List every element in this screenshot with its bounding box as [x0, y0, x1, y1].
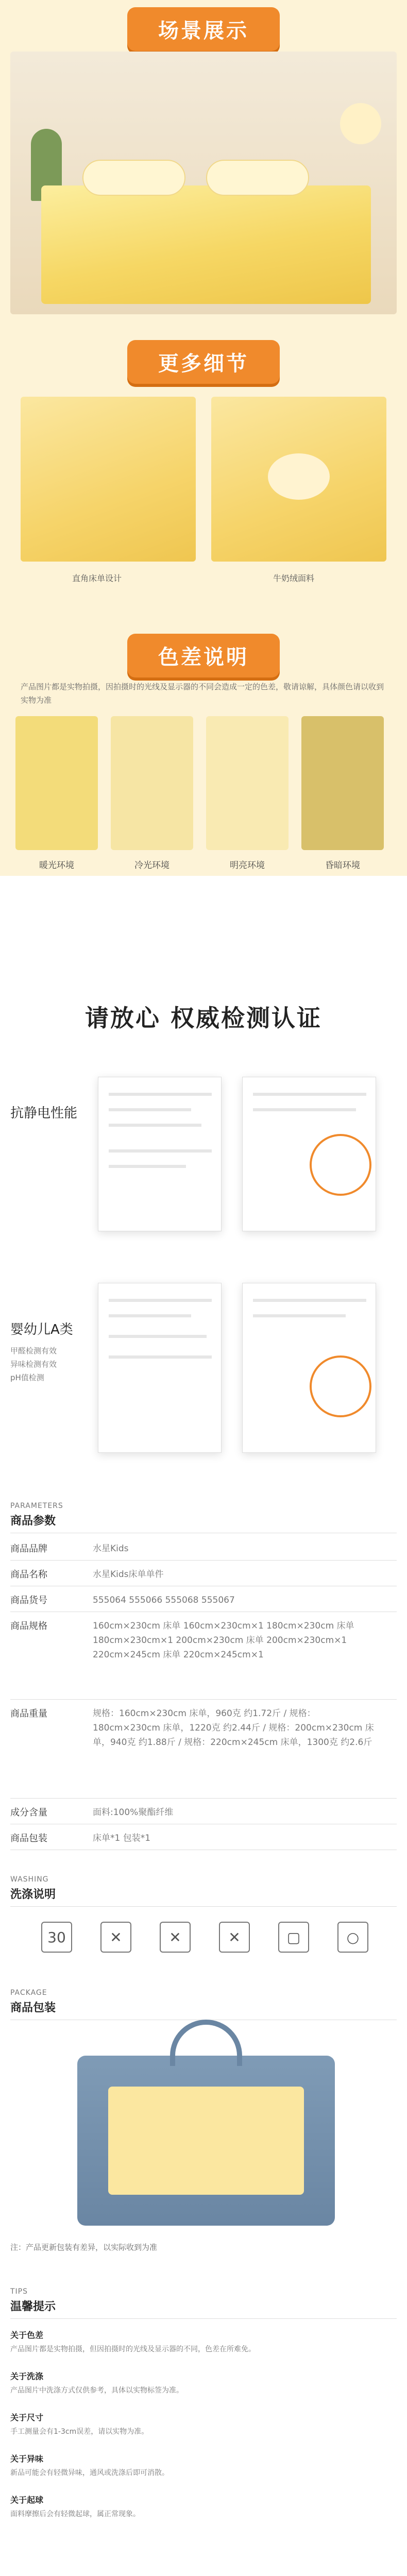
- tip-heading: 关于洗涤: [10, 2371, 44, 2381]
- pack-en: PACKAGE: [10, 1989, 47, 1997]
- report-doc: [98, 1077, 222, 1231]
- report-title: 请放心 权威检测认证: [84, 1004, 322, 1032]
- bag-handle: [170, 2020, 242, 2066]
- param-value: 面料:100%聚酯纤维: [93, 1807, 174, 1818]
- details-section: [0, 319, 407, 618]
- no-bleach-icon: ✕: [100, 1922, 131, 1953]
- env-label: 明亮环境: [230, 860, 265, 871]
- scene-photo: [10, 52, 397, 314]
- env-label: 冷光环境: [134, 860, 169, 871]
- tip-heading: 关于尺寸: [10, 2413, 44, 2422]
- no-tumble-icon: ✕: [160, 1922, 191, 1953]
- wash-title: 洗涤说明: [10, 1888, 56, 1901]
- detail-caption: 牛奶绒面料: [273, 573, 315, 583]
- param-key: 商品货号: [10, 1595, 47, 1606]
- hang-dry-icon: ▢: [278, 1922, 309, 1953]
- cow-pattern-icon: [268, 453, 330, 500]
- report-doc: [98, 1283, 222, 1453]
- param-value: 规格：160cm×230cm 床单，960克 约1.72斤 / 规格：180cm×230cm 床单，1220克 约2.44斤 / 规格：200cm×230cm 床单，940克 约1.88斤 / 规格：220cm×245cm 床单，1300克 约2.6斤: [93, 1708, 374, 1748]
- stamp-icon: [310, 1355, 371, 1417]
- tip-text: 面料摩擦后会有轻微起球，属正常现象。: [10, 2510, 140, 2518]
- param-key: 商品品牌: [10, 1544, 47, 1554]
- env-photo: [206, 716, 289, 850]
- tips-title: 温馨提示: [10, 2300, 56, 2313]
- report-line: pH值检测: [10, 1373, 44, 1382]
- param-key: 商品重量: [10, 1708, 47, 1719]
- tip-heading: 关于色差: [10, 2330, 44, 2340]
- param-value: 床单*1 包装*1: [93, 1833, 151, 1843]
- report-doc: [242, 1077, 376, 1231]
- detail-photo-corner: [21, 397, 196, 562]
- report-item-title: 抗静电性能: [10, 1106, 78, 1121]
- package-note: 注：产品更新包装有差异，以实际收到为准: [10, 2243, 158, 2252]
- tip-heading: 关于起球: [10, 2495, 44, 2505]
- detail-caption: 直角床单设计: [72, 573, 122, 583]
- scene-title: 场景展示: [127, 7, 280, 51]
- pillow: [206, 160, 309, 196]
- color-note: 产品图片都是实物拍摄，因拍摄时的光线及显示器的不同会造成一定的色差，敬请谅解，具体颜色请以收到实物为准: [21, 682, 384, 705]
- pillow: [82, 160, 185, 196]
- report-item-title: 婴幼儿A类: [10, 1322, 73, 1337]
- param-key: 商品包装: [10, 1833, 47, 1844]
- params-title: 商品参数: [10, 1515, 56, 1528]
- params-en: PARAMETERS: [10, 1502, 63, 1510]
- package-bag: [77, 2056, 335, 2226]
- wash-en: WASHING: [10, 1875, 49, 1884]
- param-value: 160cm×230cm 床单 160cm×230cm×1 180cm×230cm 床单 180cm×230cm×1 200cm×230cm 床单 200cm×230cm×1 220cm×245cm 床单 220cm×245cm×1: [93, 1621, 354, 1660]
- tip-text: 产品图片中洗涤方式仅供参考，具体以实物标签为准。: [10, 2386, 183, 2395]
- tip-text: 新品可能会有轻微异味，通风或洗涤后即可消散。: [10, 2469, 169, 2477]
- param-key: 成分含量: [10, 1807, 47, 1818]
- env-photo: [15, 716, 98, 850]
- report-doc: [242, 1283, 376, 1453]
- stamp-icon: [310, 1134, 371, 1196]
- tips-en: TIPS: [10, 2287, 28, 2296]
- tip-text: 产品图片都是实物拍摄，但因拍摄时的光线及显示器的不同，色差在所难免。: [10, 2345, 256, 2353]
- pack-title: 商品包装: [10, 2002, 56, 2014]
- param-key: 商品名称: [10, 1569, 47, 1580]
- wash-30-icon: 30: [41, 1922, 72, 1953]
- detail-photo-fabric: [211, 397, 386, 562]
- no-iron-icon: ✕: [219, 1922, 250, 1953]
- bed-sheet: [41, 185, 371, 304]
- param-value: 555064 555066 555068 555067: [93, 1595, 235, 1605]
- color-section: [0, 618, 407, 876]
- param-value: 水星Kids床单单件: [93, 1569, 164, 1580]
- color-title: 色差说明: [127, 634, 280, 677]
- env-photo: [301, 716, 384, 850]
- bag-window: [108, 2087, 304, 2195]
- param-key: 商品规格: [10, 1621, 47, 1632]
- lamp-icon: [340, 103, 381, 144]
- dry-clean-icon: ○: [337, 1922, 368, 1953]
- env-photo: [111, 716, 193, 850]
- param-value: 水星Kids: [93, 1544, 129, 1554]
- tip-heading: 关于异味: [10, 2454, 44, 2464]
- env-label: 昏暗环境: [325, 860, 360, 871]
- report-line: 甲醛检测有效: [10, 1346, 57, 1355]
- report-line: 异味检测有效: [10, 1360, 57, 1369]
- tip-text: 手工测量会有1-3cm误差，请以实物为准。: [10, 2428, 149, 2436]
- scene-section: [0, 0, 407, 319]
- env-label: 暖光环境: [39, 860, 74, 871]
- details-title: 更多细节: [127, 340, 280, 384]
